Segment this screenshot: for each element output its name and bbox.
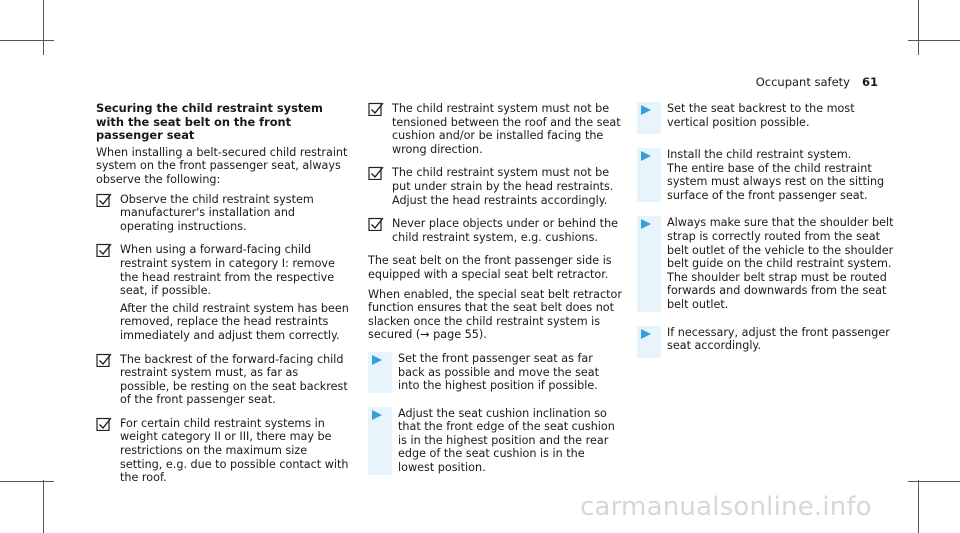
check-text: The backrest of the forward-facing child restraint system must, as far as possible, be resting on the seat backrest of the front passenger seat.	[120, 352, 348, 407]
checkbox-tick-icon	[96, 193, 120, 207]
crop-mark	[43, 0, 44, 55]
crop-mark	[908, 481, 960, 482]
check-text: For certain child restraint systems in weight category II or III, there may be restrictions on the maximum size setting, e.g. due to possible contact with the roof.	[120, 416, 349, 485]
instruction-step	[637, 326, 895, 358]
column-3	[637, 102, 895, 372]
check-item	[368, 166, 622, 211]
section-title: Occupant safety	[755, 75, 850, 89]
arrow-right-icon	[640, 218, 652, 230]
step-text: Always make sure that the shoulder belt strap is correctly routed from the seat belt outlet of the vehicle to the shoulder belt guide on the child restraint system.	[667, 216, 894, 271]
checkbox-tick-icon	[368, 102, 392, 116]
intro-paragraph: When installing a belt-secured child restraint system on the front passenger seat, always observe the following:	[96, 145, 348, 186]
step-text: Set the seat backrest to the most vertical position possible.	[667, 102, 855, 129]
check-text: When using a forward-facing child restraint system in category I: remove the head restraint from the respective seat, if possible.	[120, 243, 335, 298]
instruction-step	[637, 148, 895, 202]
crop-mark	[0, 481, 54, 482]
crop-mark	[0, 40, 54, 41]
step-text: Adjust the seat cushion inclination so that the front edge of the seat cushion is in the highest position and the rear edge of the seat cushion is in the lowest position.	[398, 406, 615, 475]
step-text: If necessary, adjust the front passenger seat accordingly.	[667, 325, 890, 353]
check-text: The child restraint system must not be put under strain by the head restraints. Adjust the head restraints accordingly.	[392, 166, 614, 207]
step-text: Set the front passenger seat as far back as possible and move the seat into the highest position if possible.	[398, 351, 600, 393]
checkbox-tick-icon	[96, 353, 120, 367]
instruction-step	[637, 102, 895, 134]
watermark: carmanualsonline.info	[580, 492, 872, 522]
check-text: The child restraint system must not be tensioned between the roof and the seat cushion and/or be installed facing the wrong direction.	[392, 102, 621, 156]
check-text: Observe the child restraint system manufacturer's installation and operating instructions.	[120, 192, 314, 233]
crop-mark	[918, 0, 919, 55]
check-item	[96, 353, 351, 411]
step-note: The entire base of the child restraint system must always rest on the sitting surface of the front passenger seat.	[667, 161, 885, 202]
arrow-right-icon	[371, 409, 383, 421]
check-text: Never place objects under or behind the child restraint system, e.g. cushions.	[392, 217, 619, 244]
check-item	[368, 102, 622, 160]
arrow-right-icon	[640, 328, 652, 340]
check-item	[96, 417, 351, 489]
page-number: 61	[861, 75, 878, 89]
step-note: The shoulder belt strap must be routed forwards and downwards from the seat belt outlet.	[667, 270, 887, 311]
checkbox-tick-icon	[96, 417, 120, 431]
checkbox-tick-icon	[368, 217, 392, 231]
body-paragraph: The seat belt on the front passenger side is equipped with a special seat belt retractor.	[368, 254, 612, 281]
column-2	[368, 102, 622, 489]
step-text: Install the child restraint system.	[667, 148, 852, 161]
arrow-right-icon	[640, 104, 652, 116]
section-heading: Securing the child restraint system with the seat belt on the front passenger seat	[96, 101, 323, 143]
check-text: After the child restraint system has been removed, replace the head restraints immediately and adjust them correctly.	[120, 301, 349, 342]
checkbox-tick-icon	[96, 243, 120, 257]
instruction-step	[368, 352, 622, 393]
column-1	[96, 102, 351, 495]
arrow-right-icon	[371, 354, 383, 366]
instruction-step	[368, 407, 622, 475]
arrow-right-icon	[640, 150, 652, 162]
instruction-step	[637, 216, 895, 311]
check-item	[96, 243, 351, 346]
check-item	[368, 217, 622, 248]
checkbox-tick-icon	[368, 166, 392, 180]
crop-mark	[918, 480, 919, 533]
check-item	[96, 193, 351, 238]
page-header	[756, 75, 878, 89]
crop-mark	[908, 40, 960, 41]
crop-mark	[43, 480, 44, 533]
body-paragraph: When enabled, the special seat belt retractor function ensures that the seat belt does not slacken once the child restraint system is secured (→ page 55).	[368, 287, 622, 342]
